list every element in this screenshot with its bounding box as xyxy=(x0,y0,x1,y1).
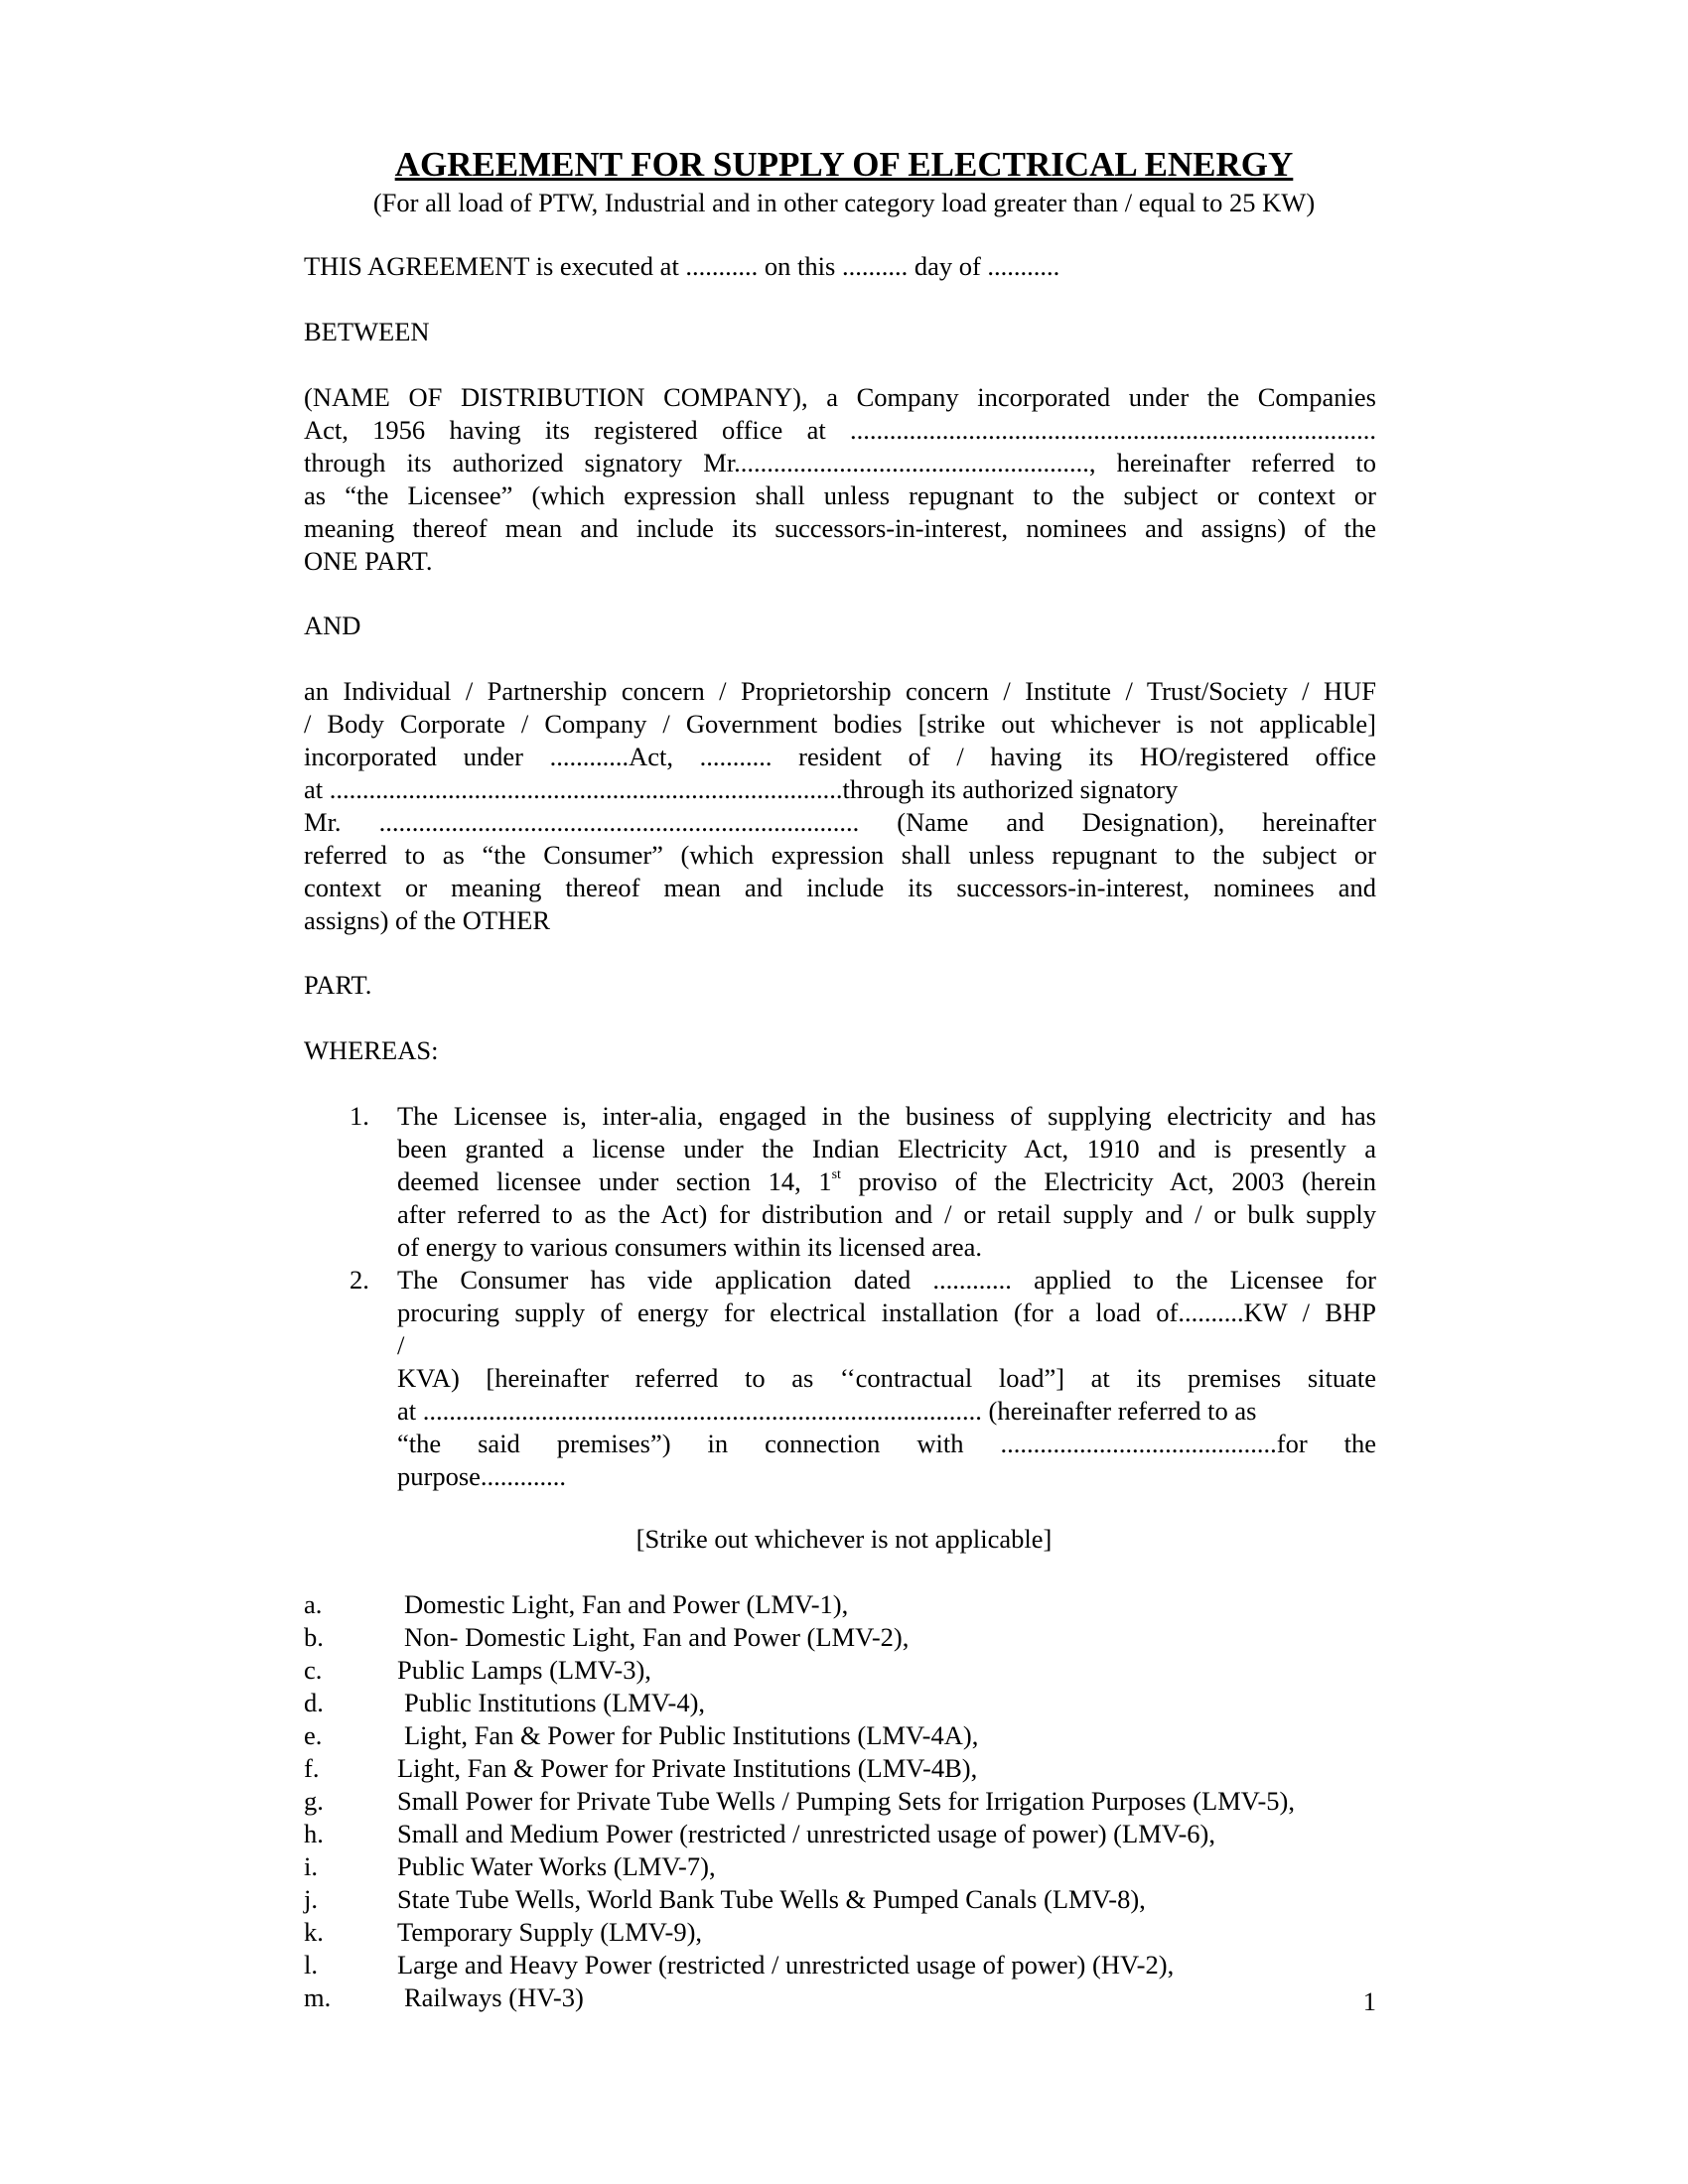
licensee-line: as “the Licensee” (which expression shall unless repugnant to the subject or context or xyxy=(304,480,1376,510)
category-text: Small and Medium Power (restricted / unrestricted usage of power) (LMV-6), xyxy=(397,1819,1215,1848)
licensee-line: (NAME OF DISTRIBUTION COMPANY), a Company incorporated under the Companies xyxy=(304,382,1376,412)
category-text: Temporary Supply (LMV-9), xyxy=(397,1917,703,1947)
category-text: Light, Fan & Power for Public Institutions (LMV-4A), xyxy=(404,1720,979,1750)
whereas-line: after referred to as the Act) for distribution and / or retail supply and / or bulk supply xyxy=(397,1199,1376,1229)
whereas-line: The Licensee is, inter-alia, engaged in the business of supplying electricity and has xyxy=(397,1101,1376,1131)
licensee-line: ONE PART. xyxy=(304,546,433,576)
category-item xyxy=(304,1785,1446,1818)
whereas-item-number: 1. xyxy=(350,1101,369,1131)
consumer-line: referred to as “the Consumer” (which expression shall unless repugnant to the subject or xyxy=(304,840,1376,870)
licensee-line: Act, 1956 having its registered office at ................................................................................ xyxy=(304,415,1376,445)
category-letter: i. xyxy=(304,1851,318,1881)
whereas-line-with-superscript xyxy=(397,1165,1376,1198)
category-letter: j. xyxy=(304,1884,318,1914)
whereas-line: at ..................................................................................... (hereinafter referred to as xyxy=(397,1396,1257,1426)
category-letter: h. xyxy=(304,1819,324,1848)
category-letter: f. xyxy=(304,1753,320,1783)
consumer-paragraph xyxy=(304,675,1376,937)
document-title: AGREEMENT FOR SUPPLY OF ELECTRICAL ENERGY xyxy=(394,145,1294,184)
consumer-line: assigns) of the OTHER xyxy=(304,905,551,935)
category-item xyxy=(304,1981,1446,2014)
consumer-line: / Body Corporate / Company / Government bodies [strike out whichever is not applicable] xyxy=(304,709,1376,739)
category-letter: l. xyxy=(304,1950,318,1979)
whereas-line: purpose............. xyxy=(397,1461,567,1491)
category-item xyxy=(304,1850,1446,1883)
consumer-line: at ..............................................................................through its authorized signatory xyxy=(304,774,1179,804)
strike-out-note: [Strike out whichever is not applicable] xyxy=(635,1524,1053,1554)
whereas-line: The Consumer has vide application dated ............ applied to the Licensee for xyxy=(397,1265,1376,1295)
category-item xyxy=(304,1654,1446,1687)
category-letter: g. xyxy=(304,1786,324,1816)
whereas-heading: WHEREAS: xyxy=(304,1035,439,1065)
consumer-line: incorporated under ............Act, ........... resident of / having its HO/registered office xyxy=(304,742,1376,771)
licensee-paragraph xyxy=(304,381,1376,578)
part-heading: PART. xyxy=(304,970,372,1000)
category-item xyxy=(304,1949,1446,1981)
whereas-line: procuring supply of energy for electrical installation (for a load of..........KW / BHP xyxy=(397,1297,1376,1327)
category-letter: b. xyxy=(304,1622,324,1652)
whereas-line-part: deemed licensee under section 14, 1 xyxy=(397,1166,832,1196)
consumer-line: an Individual / Partnership concern / Proprietorship concern / Institute / Trust/Society / HUF xyxy=(304,676,1376,706)
category-letter: d. xyxy=(304,1688,324,1717)
ordinal-superscript: st xyxy=(831,1167,841,1183)
category-text: Large and Heavy Power (restricted / unrestricted usage of power) (HV-2), xyxy=(397,1950,1175,1979)
category-item xyxy=(304,1588,1446,1621)
category-text: Non- Domestic Light, Fan and Power (LMV-2), xyxy=(404,1622,910,1652)
category-text: Light, Fan & Power for Private Institutions (LMV-4B), xyxy=(397,1753,978,1783)
category-item xyxy=(304,1719,1446,1752)
whereas-line-part: proviso of the Electricity Act, 2003 (herein xyxy=(840,1166,1376,1196)
category-letter: k. xyxy=(304,1917,324,1947)
category-text: Domestic Light, Fan and Power (LMV-1), xyxy=(404,1589,849,1619)
whereas-line: KVA) [hereinafter referred to as ‘‘contractual load”] at its premises situate xyxy=(397,1363,1376,1393)
category-letter: e. xyxy=(304,1720,323,1750)
category-item xyxy=(304,1818,1446,1850)
category-item xyxy=(304,1752,1446,1785)
category-text: Public Lamps (LMV-3), xyxy=(397,1655,651,1685)
consumer-line: context or meaning thereof mean and include its successors-in-interest, nominees and xyxy=(304,873,1376,902)
whereas-line: of energy to various consumers within its licensed area. xyxy=(397,1232,982,1262)
category-item xyxy=(304,1621,1446,1654)
category-item xyxy=(304,1916,1446,1949)
category-text: Small Power for Private Tube Wells / Pumping Sets for Irrigation Purposes (LMV-5), xyxy=(397,1786,1295,1816)
category-item xyxy=(304,1883,1446,1916)
licensee-line: through its authorized signatory Mr......................................................, hereinafter referred to xyxy=(304,448,1376,478)
category-item xyxy=(304,1687,1446,1719)
category-list xyxy=(304,1588,1446,2014)
category-text: Railways (HV-3) xyxy=(404,1982,584,2012)
whereas-list xyxy=(350,1100,1376,1493)
and-heading: AND xyxy=(304,611,361,640)
page-number: 1 xyxy=(1362,1986,1376,2016)
whereas-line: “the said premises”) in connection with ..........................................for the xyxy=(397,1429,1376,1458)
document-subtitle: (For all load of PTW, Industrial and in other category load greater than / equal to 25 KW) xyxy=(372,188,1316,217)
consumer-line: Mr. ......................................................................... (Name and Designation), hereinafter xyxy=(304,807,1376,837)
category-text: State Tube Wells, World Bank Tube Wells & Pumped Canals (LMV-8), xyxy=(397,1884,1146,1914)
category-letter: a. xyxy=(304,1589,323,1619)
category-text: Public Water Works (LMV-7), xyxy=(397,1851,716,1881)
whereas-line: / xyxy=(397,1330,405,1360)
category-letter: c. xyxy=(304,1655,323,1685)
whereas-item xyxy=(350,1264,1376,1493)
whereas-item xyxy=(350,1100,1376,1264)
category-text: Public Institutions (LMV-4), xyxy=(404,1688,706,1717)
whereas-line: been granted a license under the Indian Electricity Act, 1910 and is presently a xyxy=(397,1134,1376,1163)
whereas-item-number: 2. xyxy=(350,1265,369,1295)
licensee-line: meaning thereof mean and include its successors-in-interest, nominees and assigns) of the xyxy=(304,513,1376,543)
executed-line: THIS AGREEMENT is executed at ........... on this .......... day of ........... xyxy=(304,251,1060,281)
category-letter: m. xyxy=(304,1982,332,2012)
between-heading: BETWEEN xyxy=(304,317,430,346)
